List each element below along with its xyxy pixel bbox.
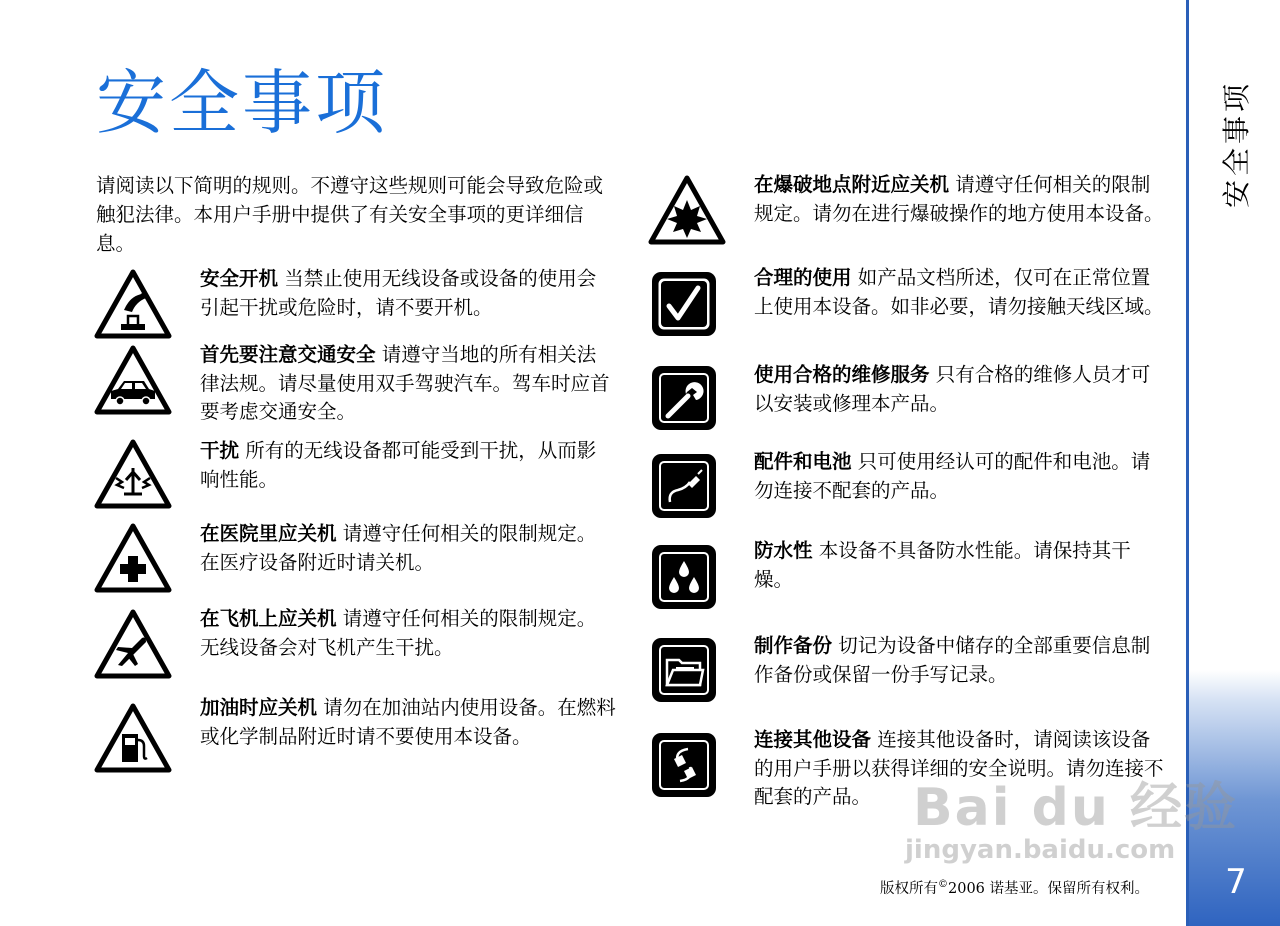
item-body: 连接其他设备时，请阅读该设备的用户手册以获得详细的安全说明。请勿连接不配套的产品。 (754, 728, 1164, 808)
checkmark-icon (650, 270, 718, 338)
safety-item (200, 265, 612, 322)
item-heading: 在爆破地点附近应关机 (754, 173, 950, 196)
item-heading: 配件和电池 (754, 450, 852, 473)
safety-item (200, 605, 612, 662)
page-number: 7 (1225, 862, 1247, 902)
item-body: 请遵守任何相关的限制规定。无线设备会对飞机产生干扰。 (200, 607, 597, 659)
item-heading: 使用合格的维修服务 (754, 363, 930, 386)
item-body: 请遵守当地的所有相关法律法规。请尽量使用双手驾驶汽车。驾车时应首要考虑交通安全。 (200, 343, 610, 423)
safety-item (754, 448, 1166, 505)
water-drops-icon (650, 543, 718, 611)
safety-item (754, 171, 1166, 228)
item-heading: 在飞机上应关机 (200, 607, 337, 630)
hand-on-switch-icon (94, 268, 172, 340)
explosion-icon (648, 174, 726, 246)
sidebar-title-text: 安全事项 (1220, 79, 1254, 209)
wrench-icon (650, 364, 718, 432)
watermark-brand: Bai du 经验 (913, 778, 1238, 838)
antenna-interference-icon (94, 438, 172, 510)
sidebar-section-title (1200, 64, 1270, 224)
hospital-cross-icon (94, 522, 172, 594)
item-body: 切记为设备中储存的全部重要信息制作备份或保留一份手写记录。 (754, 634, 1151, 686)
item-heading: 首先要注意交通安全 (200, 343, 376, 366)
copyright-suffix: 2006 诺基亚。保留所有权利。 (948, 881, 1150, 897)
page-title: 安全事项 (96, 62, 388, 144)
item-heading: 连接其他设备 (754, 728, 872, 751)
safety-item (754, 361, 1166, 418)
connector-plugs-icon (650, 731, 718, 799)
item-heading: 合理的使用 (754, 266, 852, 289)
safety-item (200, 694, 618, 751)
item-heading: 干扰 (200, 439, 240, 462)
car-icon (94, 344, 172, 416)
item-body: 本设备不具备防水性能。请保持其干燥。 (754, 539, 1131, 591)
copyright-notice (880, 877, 1149, 898)
item-body: 如产品文档所述，仅可在正常位置上使用本设备。如非必要，请勿接触天线区域。 (754, 266, 1164, 318)
copyright-symbol: © (938, 879, 948, 891)
item-body: 请遵守任何相关的限制规定。在医疗设备附近时请关机。 (200, 522, 597, 574)
safety-item (754, 632, 1166, 689)
item-heading: 安全开机 (200, 267, 279, 290)
intro-paragraph: 请阅读以下简明的规则。不遵守这些规则可能会导致危险或触犯法律。本用户手册中提供了有关安全事项的更详细信息。 (96, 174, 604, 255)
safety-item (200, 437, 612, 494)
item-body: 请勿在加油站内使用设备。在燃料或化学制品附近时请不要使用本设备。 (200, 696, 616, 748)
safety-item (754, 726, 1166, 812)
safety-item (754, 537, 1166, 594)
airplane-icon (94, 608, 172, 680)
safety-item (754, 264, 1166, 321)
item-body: 当禁止使用无线设备或设备的使用会引起干扰或危险时，请不要开机。 (200, 267, 597, 319)
item-body: 只可使用经认可的配件和电池。请勿连接不配套的产品。 (754, 450, 1151, 502)
watermark-url: jingyan.baidu.com (905, 835, 1176, 865)
copyright-prefix: 版权所有 (880, 881, 938, 897)
item-heading: 加油时应关机 (200, 696, 318, 719)
item-body: 只有合格的维修人员才可以安装或修理本产品。 (754, 363, 1151, 415)
item-heading: 防水性 (754, 539, 813, 562)
fuel-pump-icon (94, 702, 172, 774)
sidebar-divider (1186, 0, 1189, 926)
charger-plug-icon (650, 452, 718, 520)
item-heading: 制作备份 (754, 634, 833, 657)
folder-icon (650, 636, 718, 704)
safety-item (200, 341, 612, 427)
safety-item (200, 520, 612, 577)
item-body: 请遵守任何相关的限制规定。请勿在进行爆破操作的地方使用本设备。 (754, 173, 1164, 225)
item-body: 所有的无线设备都可能受到干扰，从而影响性能。 (200, 439, 597, 491)
item-heading: 在医院里应关机 (200, 522, 337, 545)
